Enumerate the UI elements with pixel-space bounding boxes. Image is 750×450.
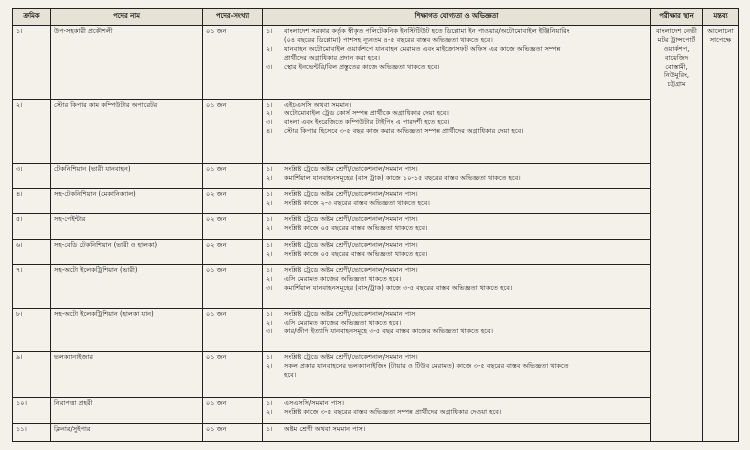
qualification-line — [266, 215, 647, 224]
row-qualifications — [263, 265, 651, 309]
qualification-number: ১। — [266, 164, 273, 173]
qualification-line — [266, 224, 647, 233]
qualification-number: ৪। — [266, 127, 273, 136]
qualification-number: ১। — [266, 399, 273, 408]
row-post-count: ০২ জন — [203, 214, 263, 239]
header-post-count: পদের-সংখ্যা — [203, 9, 263, 26]
qualification-text: অটোমোবাইল ট্রেড কোর্স সম্পন্ন প্রার্থীকে অগ্রাধিকার দেয়া হবে। — [284, 109, 449, 118]
row-post-name: সহ-টেকনিশিয়ান (মেকানিক্যাল) — [51, 189, 203, 214]
qualification-text: এসি মেরামত কাজের অভিজ্ঞতা থাকতে হবে। — [284, 274, 402, 283]
qualification-text: সংশ্লিষ্ট ট্রেডে অষ্টম শ্রেণী/ভোকেশনাল/সমমান পাস। — [284, 164, 418, 173]
qualification-line — [266, 362, 647, 371]
qualification-number: ১। — [266, 309, 273, 318]
table-row — [13, 239, 739, 264]
qualification-number: ২। — [266, 224, 273, 233]
row-post-count: ০২ জন — [203, 239, 263, 264]
qualification-line — [266, 199, 647, 208]
header-serial: ক্রমিক — [13, 9, 51, 26]
qualification-number: ১। — [266, 100, 273, 109]
qualification-number: ১। — [266, 424, 273, 433]
qualification-line — [266, 353, 647, 362]
qualification-number: ১। — [266, 190, 273, 199]
qualification-text: সংশ্লিষ্ট ট্রেডে অষ্টম শ্রেণী/ভোকেশনাল/সমমান পাস। — [284, 215, 418, 224]
row-post-count: ০১ জন — [203, 163, 263, 188]
qualification-text: কার/জীপ ইত্যাদি যানবাহনসমূহে ৩-৫ বছর বাস্তব কাজের অভিজ্ঞতা থাকতে হবে। — [284, 327, 493, 336]
qualification-line — [266, 310, 647, 319]
row-post-count: ০১ জন — [203, 99, 263, 163]
row-qualifications — [263, 214, 651, 239]
qualification-line — [266, 399, 647, 408]
row-serial: ১১। — [13, 423, 51, 441]
row-serial: ১০। — [13, 398, 51, 423]
row-qualifications — [263, 163, 651, 188]
qualification-text: সংশ্লিষ্ট ট্রেডে অষ্টম শ্রেণী/ভোকেশনাল/সমমান পাস। — [284, 240, 418, 249]
qualification-line — [266, 174, 647, 183]
qualification-number: ২। — [266, 109, 273, 118]
row-serial: ১। — [13, 26, 51, 100]
row-post-count: ০১ জন — [203, 265, 263, 309]
qualification-text: সংশ্লিষ্ট কাজে ২-৩ বছরের বাস্তব অভিজ্ঞতা থাকতে হবে। — [284, 199, 430, 208]
qualification-line — [266, 266, 647, 275]
qualification-line — [266, 127, 647, 136]
row-serial: ৩। — [13, 163, 51, 188]
qualification-number: ১। — [266, 27, 273, 35]
row-qualifications — [263, 99, 651, 163]
qualification-number — [266, 371, 278, 380]
row-post-name: স্টোর কিপার কাম কম্পিউটার অপারেটর — [51, 99, 203, 163]
row-serial: ২। — [13, 99, 51, 163]
row-qualifications — [263, 26, 651, 100]
qualification-text: বাংলা এবং ইংরেজিতে কম্পিউটার টাইপিং এ পারদর্শী হতে হবে। — [284, 118, 450, 127]
row-qualifications — [263, 189, 651, 214]
qualification-text: এইচএসসি অথবা সমমান। — [284, 100, 352, 109]
qualification-text: সংশ্লিষ্ট ট্রেডে অষ্টম শ্রেণী/ভোকেশনাল/সমমান পাস। — [284, 266, 418, 275]
qualification-number: ২। — [266, 362, 273, 371]
table-row — [13, 423, 739, 441]
qualification-number: ২। — [266, 44, 273, 53]
qualification-line — [266, 275, 647, 284]
row-post-name: নিরাপত্তা প্রহরী — [51, 398, 203, 423]
table-body — [13, 26, 739, 442]
qualification-text: এসএসসি/সমমান পাস। — [284, 399, 344, 408]
table-row — [13, 189, 739, 214]
remarks-cell: আলোচনা সাপেক্ষে — [703, 26, 739, 442]
qualification-line — [266, 327, 647, 336]
table-row — [13, 163, 739, 188]
qualification-text: সংশ্লিষ্ট ট্রেডে অষ্টম শ্রেণী/ভোকেশনাল/সমমান পাস — [284, 309, 416, 318]
qualification-number: ১। — [266, 353, 273, 362]
qualification-number: ৩। — [266, 62, 273, 71]
qualification-line — [266, 118, 647, 127]
qualification-text: এসি মেরামত কাজের অভিজ্ঞতা থাকতে হবে। — [284, 318, 402, 327]
header-post-name: পদের নাম — [51, 9, 203, 26]
qualification-line — [266, 165, 647, 174]
qualification-number: ১। — [266, 266, 273, 275]
qualification-line — [266, 101, 647, 110]
qualification-text: স্টোর কিপার হিসেবে ৩-৫ বছর কাজ করার অভিজ্ঞতা সম্পন্ন প্রার্থীদের অগ্রাধিকার দেয়া হবে। — [284, 127, 524, 136]
qualification-line — [266, 45, 647, 54]
qualification-number: ২। — [266, 274, 273, 283]
row-post-name: সহ-অটো ইলেকট্রিশিয়ান (হালকা যান) — [51, 308, 203, 352]
qualification-line — [266, 63, 647, 72]
qualification-line — [266, 425, 647, 434]
row-post-name: টেকনিশিয়ান (ভারী যানবাহন) — [51, 163, 203, 188]
qualification-number: ১। — [266, 240, 273, 249]
row-serial: ৪। — [13, 189, 51, 214]
row-post-count: ০১ জন — [203, 352, 263, 398]
row-qualifications — [263, 352, 651, 398]
row-post-name: ক্লিনার/সুইপার — [51, 423, 203, 441]
qualification-line — [266, 250, 647, 259]
qualification-line — [266, 284, 647, 293]
qualification-number: ২। — [266, 318, 273, 327]
qualification-text: যানবাহন অটোমোবাইল ওয়ার্কশপে যানবাহন মেরামত এবং মাইক্রোসফট অফিস এর কাজে অভিজ্ঞতা সম্পন্ন — [284, 44, 561, 53]
qualification-number: ১। — [266, 215, 273, 224]
row-post-name: ভলক্যানাইজার — [51, 352, 203, 398]
row-serial: ৭। — [13, 265, 51, 309]
qualification-number: ২। — [266, 173, 273, 182]
qualification-text: সংশ্লিষ্ট কাজে ৩-৫ বছরের বাস্তব অভিজ্ঞতা সম্পন্ন প্রার্থীদের অগ্রাধিকার দেওয়া হবে। — [284, 408, 502, 417]
qualification-text: কমার্শিয়াল যানবাহনসমূহের (বাস/ট্রাক) কাজে ৩-৫ বছরের বাস্তব অভিজ্ঞতা থাকতে হবে। — [284, 283, 513, 292]
qualification-number: ২। — [266, 408, 273, 417]
qualification-text: প্রার্থীদের অগ্রাধিকার প্রদান করা হবে। — [284, 53, 380, 62]
qualification-text: কমার্শিয়াল যানবাহনসমূহের (বাস ট্রাক) কাজে ১০-১৫ বছরের বাস্তব অভিজ্ঞতা থাকতে হবে। — [284, 173, 521, 182]
row-serial: ৯। — [13, 352, 51, 398]
qualification-number: ৩। — [266, 327, 273, 336]
header-remarks: মন্তব্য — [703, 9, 739, 26]
qualification-text: সকল প্রকার যানবাহনের ভলক্যানাইজিং (টায়ার ও টিউব মেরামত) কাজে ৩-৫ বছরের বাস্তব অভিজ্ঞতা থাকতে — [284, 362, 569, 371]
qualification-line — [266, 371, 647, 380]
table-row — [13, 214, 739, 239]
qualification-line — [266, 109, 647, 118]
qualification-text: সংশ্লিষ্ট কাজে ০৫ বছরের বাস্তব অভিজ্ঞতা থাকতে হবে। — [284, 224, 428, 233]
qualification-text: সংশ্লিষ্ট ট্রেডে অষ্টম শ্রেণী/ভোকেশনাল/সমমান পাস। — [284, 190, 418, 199]
row-post-name: উপ-সহকারী প্রকৌশলী — [51, 26, 203, 100]
row-post-name: সহ-পেইন্টার — [51, 214, 203, 239]
qualification-text: স্থোর ইনভেন্টরি/বিল প্রস্তুতের কাজে অভিজ্ঞতা থাকতে হবে। — [284, 62, 440, 71]
row-serial: ৫। — [13, 214, 51, 239]
qualification-text: অষ্টম শ্রেণী অথবা সমমান পাস। — [284, 424, 366, 433]
qualification-line — [266, 27, 647, 36]
row-post-count: ০১ জন — [203, 423, 263, 441]
qualification-text: বাংলাদেশ সরকার কর্তৃক স্বীকৃত পলিটেকনিক ইনস্টিটিউট হতে ডিপ্লোমা ইন পাওয়ার/অটোমোবাইল ইঞ্জিনিয়ারিং — [284, 27, 570, 35]
row-qualifications — [263, 239, 651, 264]
row-post-count: ০১ জন — [203, 398, 263, 423]
row-qualifications — [263, 423, 651, 441]
qualification-line — [266, 408, 647, 417]
qualification-text: সংশ্লিষ্ট কাজে ০৫ বছরের বাস্তব অভিজ্ঞতা থাকতে হবে। — [284, 249, 428, 258]
qualification-line — [266, 190, 647, 199]
table-row — [13, 265, 739, 309]
qualification-line — [266, 319, 647, 328]
row-post-name: সহ-অটো ইলেকট্রিশিয়ান (ভারী) — [51, 265, 203, 309]
row-serial: ৬। — [13, 239, 51, 264]
row-post-count: ০১ জন — [203, 308, 263, 352]
job-requirements-table — [12, 8, 739, 442]
qualification-number: ৩। — [266, 283, 273, 292]
table-row — [13, 398, 739, 423]
table-row — [13, 352, 739, 398]
qualification-text: সংশ্লিষ্ট ট্রেডে অষ্টম শ্রেণী/ভোকেশনাল/সমমান পাস। — [284, 353, 418, 362]
row-qualifications — [263, 398, 651, 423]
table-row — [13, 99, 739, 163]
row-post-count: ০১ জন — [203, 26, 263, 100]
qualification-number: ২। — [266, 199, 273, 208]
qualification-line — [266, 241, 647, 250]
table-row — [13, 308, 739, 352]
qualification-number — [266, 36, 278, 45]
exam-place-cell: বাংলাদেশ নেভী মটর ট্রান্সপোর্ট ওয়ার্কশপ, বায়েজিদ বোস্তামী, নিউমুরিং, চট্টগ্রাম — [651, 26, 703, 442]
qualification-number — [266, 54, 278, 63]
header-exam-place: পরীক্ষার স্থান — [651, 9, 703, 26]
qualification-number: ২। — [266, 249, 273, 258]
row-serial: ৮। — [13, 308, 51, 352]
header-qualification: শিক্ষাগত যোগ্যতা ও অভিজ্ঞতা — [263, 9, 651, 26]
row-post-name: সহ-বেডি টেকনিশিয়ান (ভারী ও হালকা) — [51, 239, 203, 264]
qualification-text: হবে। — [284, 371, 297, 380]
row-qualifications — [263, 308, 651, 352]
row-post-count: ০২ জন — [203, 189, 263, 214]
table-header-row — [13, 9, 739, 26]
qualification-line — [266, 36, 647, 45]
qualification-line — [266, 54, 647, 63]
qualification-text: (০৪ বছরের ডিপ্লোমা) পাশসহ ন্যূনতম ৪-৫ বছরের বাস্তব অভিজ্ঞতা থাকতে হবে। — [284, 35, 493, 44]
qualification-number: ৩। — [266, 118, 273, 127]
table-row — [13, 26, 739, 100]
